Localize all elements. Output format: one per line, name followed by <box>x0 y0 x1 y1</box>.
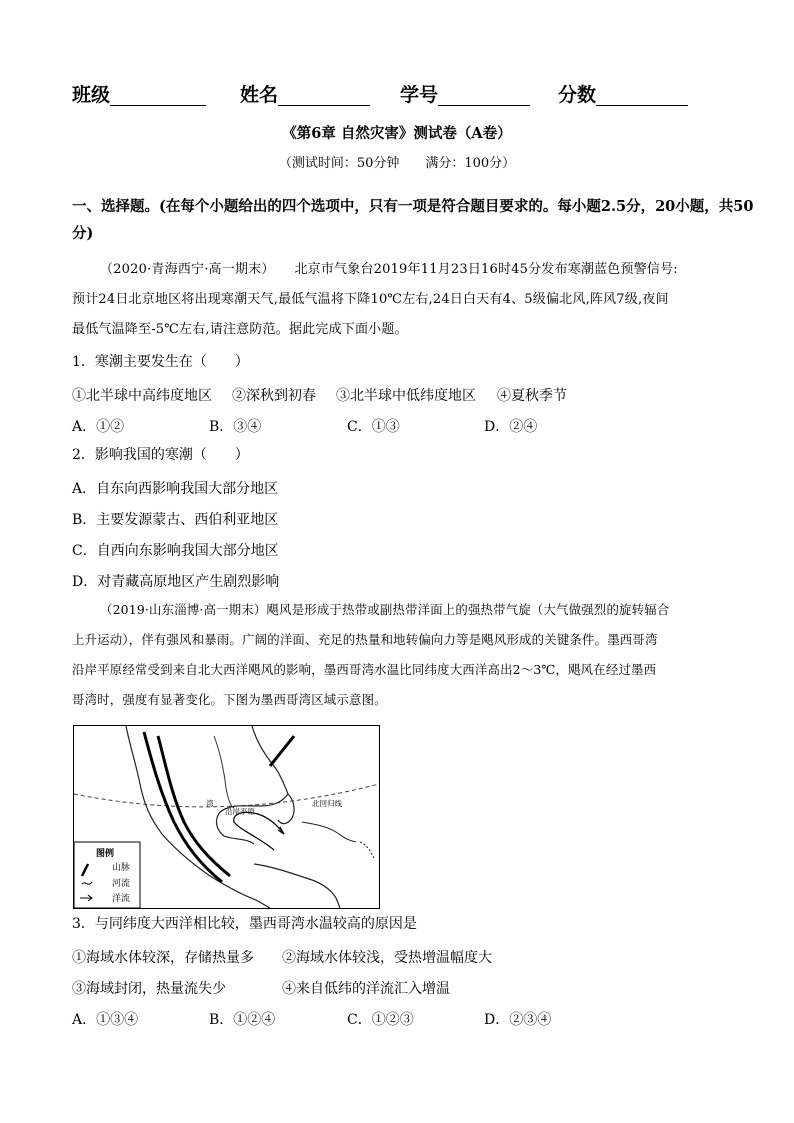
test-subtitle: （测试时间：50分钟 满分：100分） <box>278 156 516 171</box>
q2-option-d[interactable]: D．对青藏高原地区产生剧烈影响 <box>72 574 280 590</box>
passage1-line2: 预计24日北京地区将出现寒潮天气,最低气温将下降10℃左右,24日白天有4、5级偏北风,阵风7级,夜间 <box>72 292 669 307</box>
passage2-line3: 沿岸平原经常受到来自北大西洋飓风的影响，墨西哥湾水温比同纬度大西洋高出2～3℃，飓风在经过墨西 <box>72 662 657 677</box>
q3-statement-4: ④来自低纬的洋流汇入增温 <box>282 981 450 997</box>
q1-stem: 1．寒潮主要发生在（ ） <box>72 354 249 370</box>
passage2-line1: （2019·山东淄博·高一期末）飓风是形成于热带或副热带洋面上的强热带气旋（大气做强烈的旋转辐合 <box>100 602 670 617</box>
passage2-line2: 上升运动），伴有强风和暴雨。广阔的洋面、充足的热量和地转偏向力等是飓风形成的关键条件。墨西哥湾 <box>72 632 658 647</box>
name-label: 姓名 <box>240 84 279 106</box>
label-tropic: 北回归线 <box>312 799 342 808</box>
test-title: 《第6章 自然灾害》测试卷（A卷） <box>282 125 512 142</box>
score-label: 分数 <box>558 84 597 106</box>
q3-statement-1: ①海域水体较深，存储热量多 <box>72 950 254 966</box>
name-field <box>240 84 370 106</box>
south-coastline <box>254 864 340 908</box>
passage2-line4: 哥湾时，强度有显著变化。下图为墨西哥湾区域示意图。 <box>72 692 387 707</box>
q1-option-d[interactable]: D．②④ <box>484 419 538 435</box>
q1-statement-4: ④夏秋季节 <box>497 388 567 404</box>
q2-stem: 2．影响我国的寒潮（ ） <box>72 447 249 463</box>
legend-current-label: 洋流 <box>112 894 131 904</box>
legend-mountain-label: 山脉 <box>112 863 131 873</box>
section-heading: 一、选择题。(在每个小题给出的四个选项中，只有一项是符合题目要求的。每小题2.5分，20小题，共50 <box>72 198 754 215</box>
florida-outline <box>278 794 294 824</box>
q1-statement-1: ①北半球中高纬度地区 <box>72 388 212 404</box>
q1-option-b[interactable]: B．③④ <box>209 419 262 435</box>
q3-option-b[interactable]: B．①②④ <box>209 1012 276 1028</box>
score-field <box>558 84 688 106</box>
q3-option-a[interactable]: A．①③④ <box>72 1012 139 1028</box>
name-blank[interactable] <box>278 87 370 106</box>
q3-statement-2: ②海域水体较浅，受热增温幅度大 <box>282 950 492 966</box>
west-coastline <box>126 726 270 908</box>
q1-statement-2: ②深秋到初春 <box>232 388 316 404</box>
cuba-outline <box>302 822 356 842</box>
class-field <box>72 84 206 106</box>
passage1-line1: （2020·青海西宁·高一期末） 北京市气象台2019年11月23日16时45分发布寒潮蓝色预警信号: <box>100 262 678 277</box>
q1-option-c[interactable]: C．①③ <box>347 419 400 435</box>
q1-statement-3: ③北半球中低纬度地区 <box>336 388 476 404</box>
river <box>214 736 234 808</box>
score-blank[interactable] <box>596 87 688 106</box>
class-blank[interactable] <box>110 87 206 106</box>
ocean-current <box>234 812 284 850</box>
q2-option-c[interactable]: C．自西向东影响我国大部分地区 <box>72 543 279 559</box>
gulf-of-mexico-map <box>73 725 380 909</box>
mountain-range-east <box>270 736 294 766</box>
q2-option-a[interactable]: A．自东向西影响我国大部分地区 <box>72 481 279 497</box>
q1-option-a[interactable]: A．①② <box>72 419 125 435</box>
q3-stem: 3．与同纬度大西洋相比较，墨西哥湾水温较高的原因是 <box>72 916 417 932</box>
section-heading-cont: 分) <box>72 225 94 242</box>
q3-option-c[interactable]: C．①②③ <box>347 1012 414 1028</box>
legend-river-label: 河流 <box>112 879 131 889</box>
label-gulf: 湾 <box>206 799 214 808</box>
legend-title: 图例 <box>96 849 115 859</box>
passage1-line3: 最低气温降至-5℃左右,请注意防范。据此完成下面小题。 <box>72 322 408 337</box>
id-field <box>400 84 530 106</box>
q2-option-b[interactable]: B．主要发源蒙古、西伯利亚地区 <box>72 512 279 528</box>
id-blank[interactable] <box>438 87 530 106</box>
label-coastal-plain: 沿岸平原 <box>225 807 255 816</box>
islands-outline <box>360 842 374 858</box>
class-label: 班级 <box>72 84 111 106</box>
q3-option-d[interactable]: D．②③④ <box>484 1012 552 1028</box>
q3-statement-3: ③海域封闭，热量流失少 <box>72 981 226 997</box>
id-label: 学号 <box>400 84 439 106</box>
